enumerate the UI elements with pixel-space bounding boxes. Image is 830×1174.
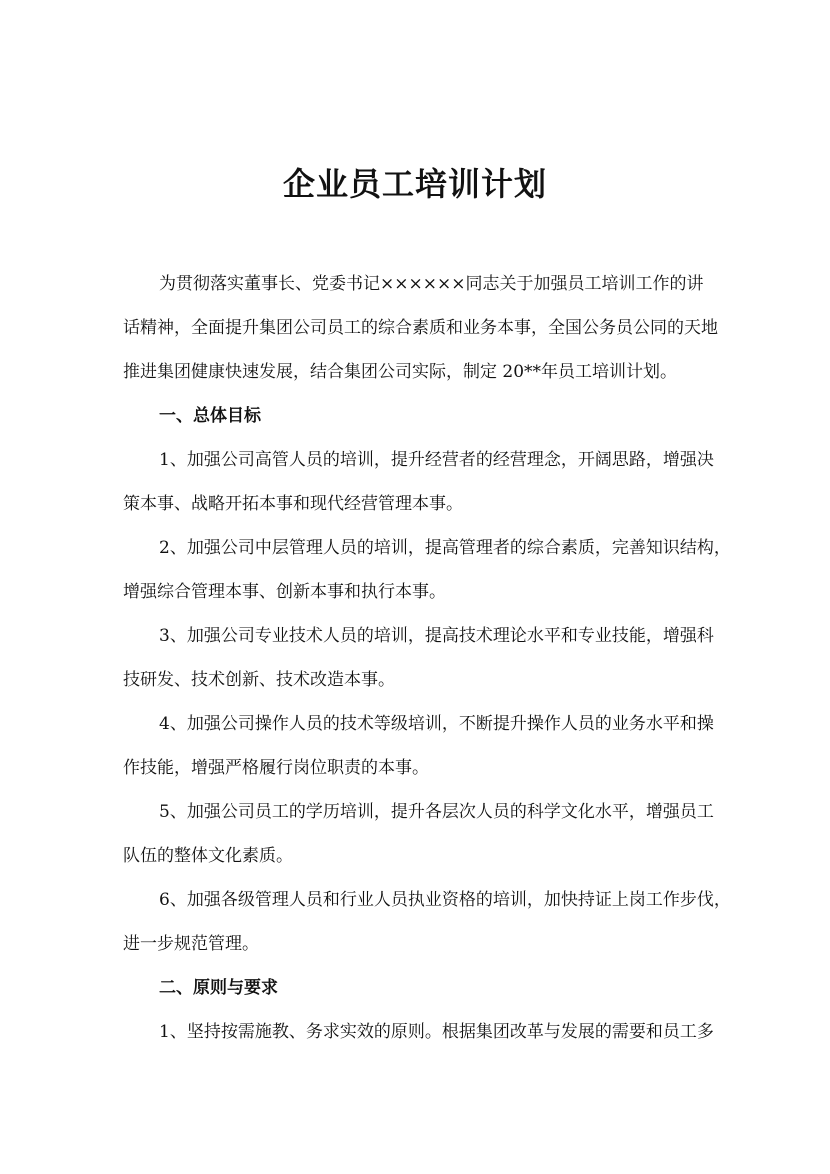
goal-item-2-line-1: 2、加强公司中层管理人员的培训，提高管理者的综合素质，完善知识结构， — [159, 538, 731, 558]
document-body — [123, 262, 731, 1054]
section-heading-principles: 二、原则与要求 — [159, 978, 278, 998]
goal-item-4-line-1: 4、加强公司操作人员的技术等级培训，不断提升操作人员的业务水平和操 — [159, 714, 714, 734]
intro-line-2: 话精神，全面提升集团公司员工的综合素质和业务本事，全国公务员公同的天地 — [123, 318, 718, 338]
goal-item-6-line-2: 进一步规范管理。 — [123, 934, 259, 954]
page-title: 企业员工培训计划 — [282, 165, 547, 204]
goal-item-5-line-2: 队伍的整体文化素质。 — [123, 846, 293, 866]
section-heading-goals: 一、总体目标 — [159, 406, 261, 426]
goal-item-1 — [123, 438, 714, 526]
principle-item-1 — [123, 1010, 714, 1054]
goal-item-5 — [123, 790, 714, 878]
goal-item-5-line-1: 5、加强公司员工的学历培训，提升各层次人员的科学文化水平，增强员工 — [159, 802, 714, 822]
goal-item-3 — [123, 614, 714, 702]
goal-item-1-line-2: 策本事、战略开拓本事和现代经营管理本事。 — [123, 494, 463, 514]
goal-item-1-line-1: 1、加强公司高管人员的培训，提升经营者的经营理念，开阔思路，增强决 — [159, 450, 714, 470]
goal-item-4-line-2: 作技能，增强严格履行岗位职责的本事。 — [123, 758, 429, 778]
principle-item-1-line-1: 1、坚持按需施教、务求实效的原则。根据集团改革与发展的需要和员工多 — [159, 1022, 714, 1042]
intro-paragraph — [123, 262, 718, 394]
goal-item-6-line-1: 6、加强各级管理人员和行业人员执业资格的培训，加快持证上岗工作步伐， — [159, 890, 731, 910]
goal-item-3-line-2: 技研发、技术创新、技术改造本事。 — [123, 670, 395, 690]
intro-line-3: 推进集团健康快速发展，结合集团公司实际，制定 20**年员工培训计划。 — [123, 362, 678, 382]
goal-item-2-line-2: 增强综合管理本事、创新本事和执行本事。 — [123, 582, 446, 602]
intro-line-1: 为贯彻落实董事长、党委书记××××××同志关于加强员工培训工作的讲 — [159, 274, 704, 294]
goal-item-6 — [123, 878, 731, 966]
goal-item-4 — [123, 702, 714, 790]
goal-item-2 — [123, 526, 731, 614]
goal-item-3-line-1: 3、加强公司专业技术人员的培训，提高技术理论水平和专业技能，增强科 — [159, 626, 714, 646]
